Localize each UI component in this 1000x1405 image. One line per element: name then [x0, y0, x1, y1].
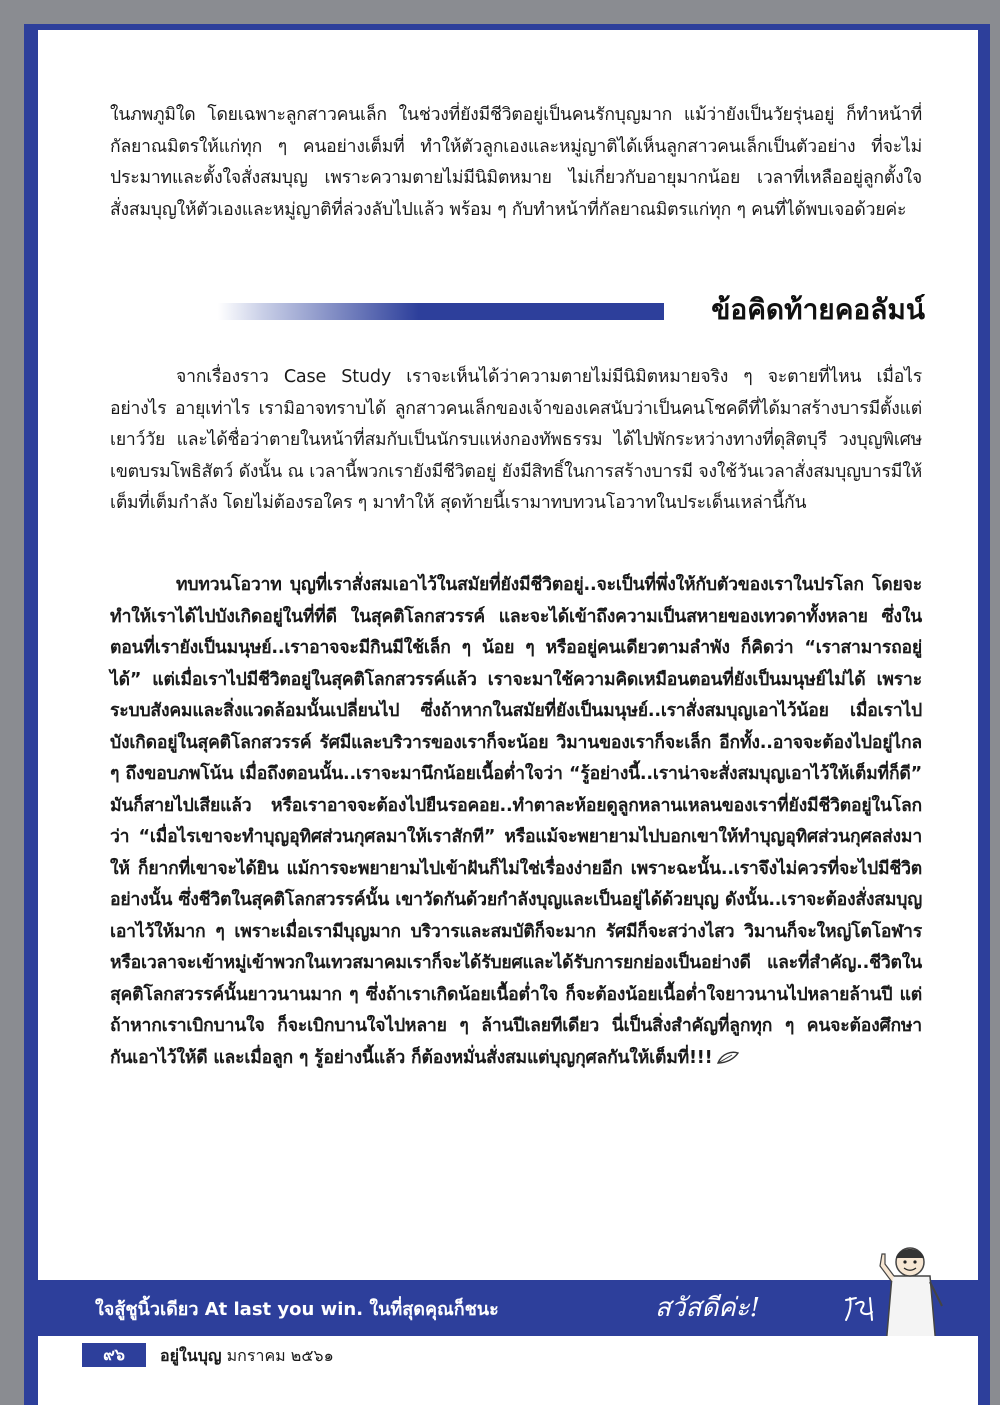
section-heading: ข้อคิดท้ายคอลัมน์: [711, 293, 925, 326]
footer-slogan: ใจสู้ชูนิ้วเดียว At last you win. ในที่สุดคุณก็ชนะ: [95, 1299, 499, 1320]
issue-date: มกราคม ๒๕๖๑: [226, 1346, 334, 1365]
journal-info: [160, 1344, 334, 1369]
paragraph-text: [110, 570, 922, 1074]
journal-name: อยู่ในบุญ: [160, 1346, 222, 1365]
body-paragraph-3: [110, 570, 922, 1074]
body-paragraph-2: [110, 362, 922, 520]
leaf-icon: [716, 1051, 740, 1065]
heading-decoration-bar: [218, 303, 664, 320]
handwritten-signature: สวัสดีค่ะ!: [655, 1293, 761, 1323]
paragraph-bold-text: ทบทวนโอวาท บุญที่เราสั่งสมเอาไว้ในสมัยที่ยังมีชีวิตอยู่..จะเป็นที่พึ่งให้กับตัวของเราในปรโลก โดยจะทำให้เราได้ไปบังเกิดอยู่ในที่ที่ดี ในสุคติโลกสวรรค์ และจะได้เข้าถึงความเป็นสหายของเทวดาทั้งหลาย ซึ่งในตอนที่เรายังเป็นมนุษย์..เราอาจจะมีกินมีใช้เล็ก ๆ น้อย ๆ หรืออยู่คนเดียวตามลำพัง ก็คิดว่า “เราสามารถอยู่ได้” แต่เมื่อเราไปมีชีวิตอยู่ในสุคติโลกสวรรค์แล้ว เราจะมาใช้ความคิดเหมือนตอนที่ยังเป็นมนุษย์ไม่ได้ เพราะระบบสังคมและสิ่งแวดล้อมนั้นเปลี่ยนไป ซึ่งถ้าหากในสมัยที่ยังเป็นมนุษย์..เราสั่งสมบุญเอาไว้น้อย เมื่อเราไปบังเกิดอยู่ในสุคติโลกสวรรค์ รัศมีและบริวารของเราก็จะน้อย วิมานของเราก็จะเล็ก อีกทั้ง..อาจจะต้องไปอยู่ไกล ๆ ถึงขอบภพโน้น เมื่อถึงตอนนั้น..เราจะมานึกน้อยเนื้อต่ำใจว่า “รู้อย่างนี้..เราน่าจะสั่งสมบุญเอาไว้ให้เต็มที่ก็ดี” มันก็สายไปเสียแล้ว หรือเราอาจจะต้องไปยืนรอคอย..ทำตาละห้อยดูลูกหลานเหลนของเราที่ยังมีชีวิตอยู่ในโลกว่า “เมื่อไรเขาจะทำบุญอุทิศส่วนกุศลมาให้เราสักที” หรือแม้จะพยายามไปบอกเขาให้ทำบุญอุทิศส่วนกุศลส่งมาให้ ก็ยากที่เขาจะได้ยิน แม้การจะพยายามไปเข้าฝันก็ไม่ใช่เรื่องง่ายอีก เพราะฉะนั้น..เราจึงไม่ควรที่จะไปมีชีวิตอย่างนั้น ซึ่งชีวิตในสุคติโลกสวรรค์นั้น เขาวัดกันด้วยกำลังบุญและเป็นอยู่ได้ด้วยบุญ ดังนั้น..เราจะต้องสั่งสมบุญเอาไว้ให้มาก ๆ เพราะเมื่อเรามีบุญมาก บริวารและสมบัติก็จะมาก รัศมีก็จะสว่างไสว วิมานก็จะใหญ่โตโอฬาร หรือเวลาจะเข้าหมู่เข้าพวกในเทวสมาคมเราก็จะได้รับยศและได้รับการยกย่องเป็นอย่างดี และที่สำคัญ..ชีวิตในสุคติโลกสวรรค์นั้นยาวนานมาก ๆ ซึ่งถ้าเราเกิดน้อยเนื้อต่ำใจ ก็จะต้องน้อยเนื้อต่ำใจยาวนานไปหลายล้านปี แต่ถ้าหากเราเบิกบานใจ ก็จะเบิกบานใจไปหลาย ๆ ล้านปีเลยทีเดียว นี่เป็นสิ่งสำคัญที่ลูกทุก ๆ คนจะต้องศึกษากันเอาไว้ให้ดี และเมื่อลูก ๆ รู้อย่างนี้แล้ว ก็ต้องหมั่นสั่งสมแต่บุญกุศลกันให้เต็มที่!!!: [110, 575, 922, 1068]
body-paragraph-1: [110, 100, 922, 226]
paragraph-text: ในภพภูมิใด โดยเฉพาะลูกสาวคนเล็ก ในช่วงที่ยังมีชีวิตอยู่เป็นคนรักบุญมาก แม้ว่ายังเป็นวัยรุ่นอยู่ ก็ทำหน้าที่กัลยาณมิตรให้แก่ทุก ๆ คนอย่างเต็มที่ ทำให้ตัวลูกเองและหมู่ญาติได้เห็นลูกสาวคนเล็กเป็นตัวอย่าง ที่จะไม่ประมาทและตั้งใจสั่งสมบุญ เพราะความตายไม่มีนิมิตหมาย ไม่เกี่ยวกับอายุมากน้อย เวลาที่เหลืออยู่ลูกตั้งใจสั่งสมบุญให้ตัวเองและหมู่ญาติที่ล่วงลับไปแล้ว พร้อม ๆ กับทำหน้าที่กัลยาณมิตรแก่ทุก ๆ คนที่ได้พบเจอด้วยค่ะ: [110, 105, 922, 220]
paragraph-text: จากเรื่องราว Case Study เราจะเห็นได้ว่าความตายไม่มีนิมิตหมายจริง ๆ จะตายที่ไหน เมื่อไร อย่างไร อายุเท่าไร เรามิอาจทราบได้ ลูกสาวคนเล็กของเจ้าของเคสนับว่าเป็นคนโชคดีที่ได้มาสร้างบารมีตั้งแต่เยาว์วัย และได้ชื่อว่าตายในหน้าที่สมกับเป็นนักรบแห่งกองทัพธรรม ได้ไปพักระหว่างทางที่ดุสิตบุรี วงบุญพิเศษ เขตบรมโพธิสัตว์ ดังนั้น ณ เวลานี้พวกเรายังมีชีวิตอยู่ ยังมีสิทธิ์ในการสร้างบารมี จงใช้วันเวลาสั่งสมบุญบารมีให้เต็มที่เต็มกำลัง โดยไม่ต้องรอใคร ๆ มาทำให้ สุดท้ายนี้เรามาทบทวนโอวาทในประเด็นเหล่านี้กัน: [110, 367, 922, 513]
page-number: ๙๖: [82, 1343, 146, 1367]
